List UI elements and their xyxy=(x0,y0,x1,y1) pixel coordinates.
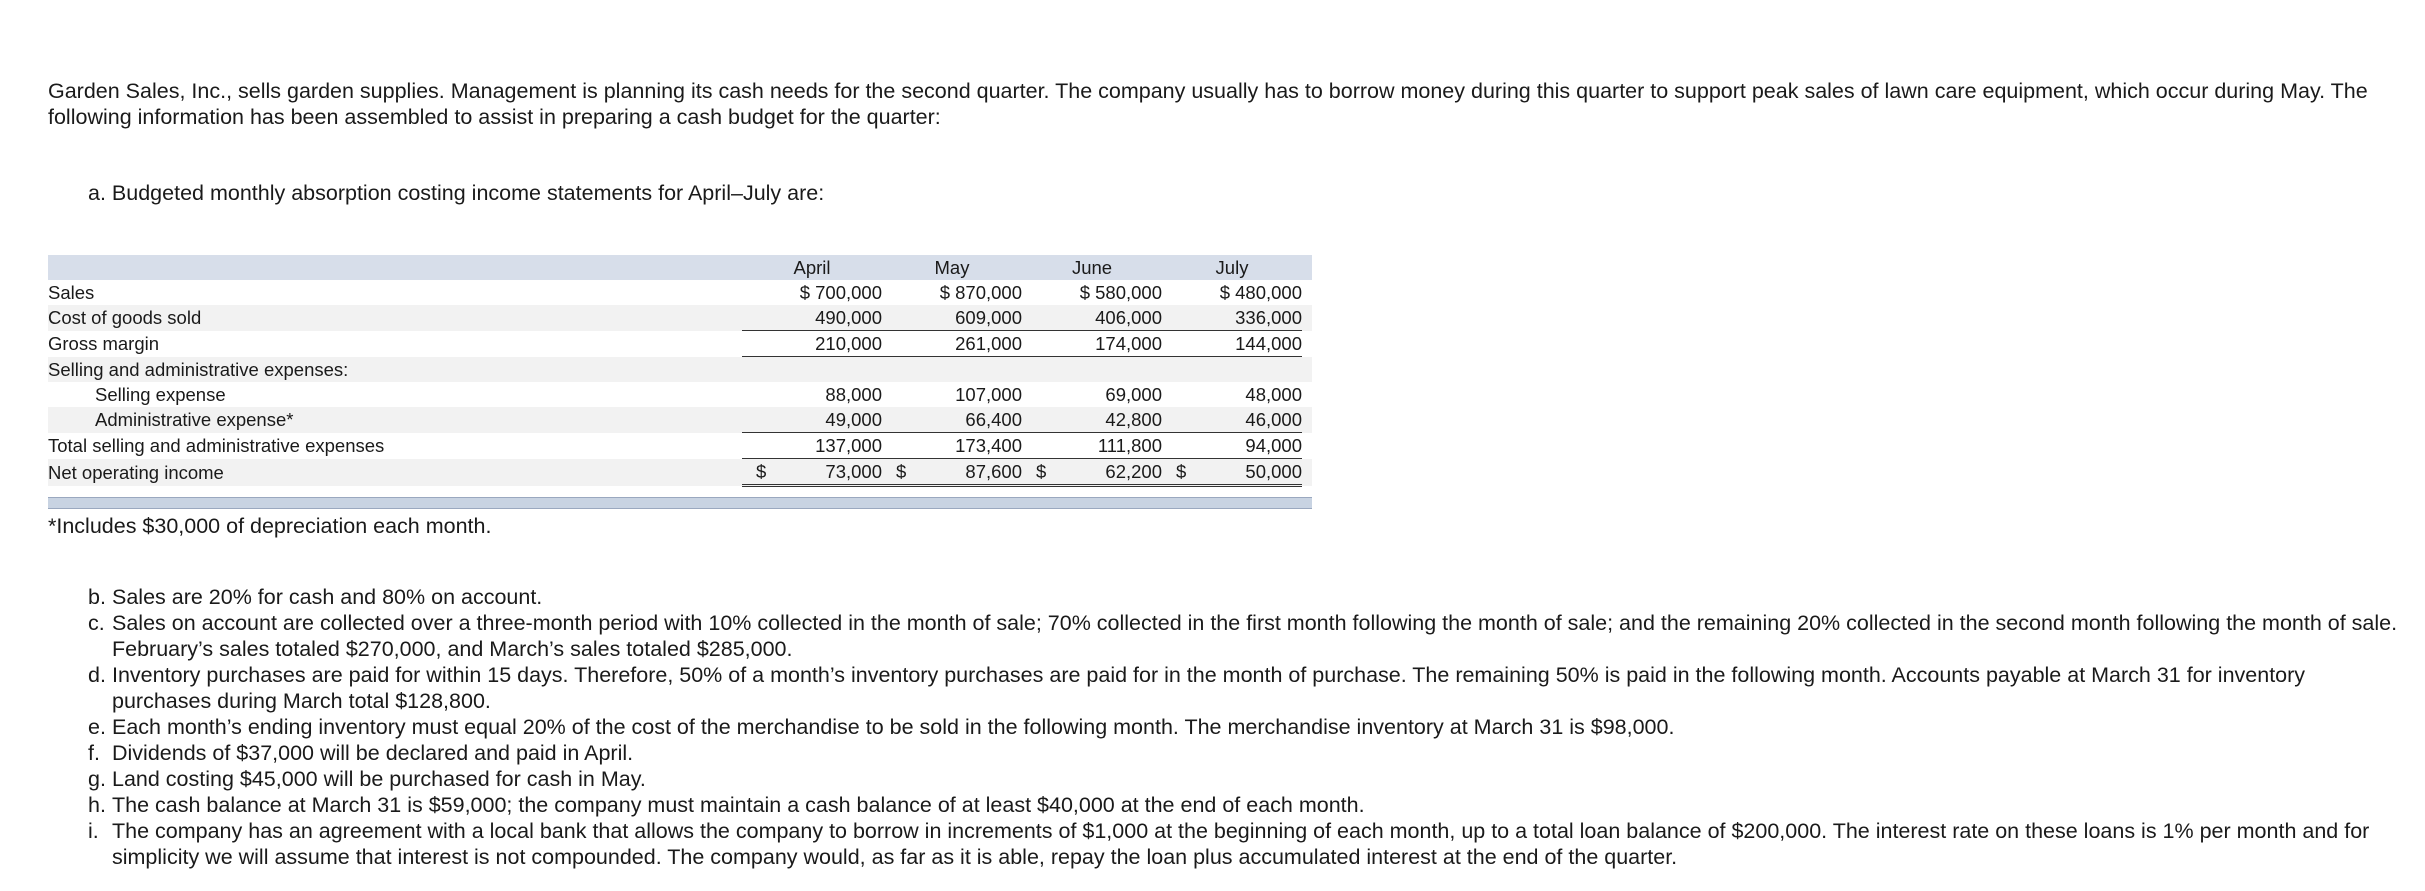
list-item xyxy=(88,766,2408,792)
column-header: May xyxy=(882,255,1022,280)
cell-value: 173,400 xyxy=(882,433,1022,459)
cell-value: $ 580,000 xyxy=(1079,282,1162,303)
cell-value: $ 480,000 xyxy=(1219,282,1302,303)
row-label: Administrative expense* xyxy=(48,407,742,433)
cell-value: 66,400 xyxy=(882,407,1022,433)
cell-value xyxy=(882,459,1022,486)
cell-value: 174,000 xyxy=(1022,331,1162,357)
cell-value xyxy=(1022,459,1162,486)
cell-value: 42,800 xyxy=(1022,407,1162,433)
cell-amount: 50,000 xyxy=(1245,461,1302,482)
table-row xyxy=(48,331,1312,357)
cell-value: 336,000 xyxy=(1162,305,1302,331)
column-header: July xyxy=(1162,255,1302,280)
item-text: The company has an agreement with a local bank that allows the company to borrow in increments of $1,000 at the beginning of each month, up to a total loan balance of $200,000. The interest rate on these loans is 1% per month and for simplicity we will assume that interest is not compounded. The company would, as far as it is able, repay the loan plus accumulated interest at the end of the quarter. xyxy=(112,819,2370,869)
cell-value: 490,000 xyxy=(742,305,882,331)
row-label: Sales xyxy=(48,282,95,303)
list-item xyxy=(88,584,2408,610)
item-text: Land costing $45,000 will be purchased for cash in May. xyxy=(112,767,646,791)
item-marker: f. xyxy=(88,741,100,765)
item-a-marker: a. xyxy=(88,181,106,205)
header-blank xyxy=(1302,255,1312,280)
list-item xyxy=(88,740,2408,766)
cell-value: 609,000 xyxy=(882,305,1022,331)
header-blank xyxy=(48,255,742,280)
item-marker: c. xyxy=(88,611,105,635)
table-row xyxy=(48,382,1312,407)
row-label: Net operating income xyxy=(48,459,742,486)
table-footer-bar xyxy=(48,497,1312,509)
item-a-text: Budgeted monthly absorption costing income statements for April–July are: xyxy=(111,181,825,205)
list-item xyxy=(88,662,2408,714)
column-header: April xyxy=(742,255,882,280)
cell-value: $ 700,000 xyxy=(799,282,882,303)
item-marker: i. xyxy=(88,819,99,843)
item-marker: h. xyxy=(88,793,106,817)
table-row xyxy=(48,305,1312,331)
item-marker: d. xyxy=(88,663,106,687)
cell-value: 137,000 xyxy=(742,433,882,459)
cell-value: 88,000 xyxy=(825,384,882,405)
item-text: Dividends of $37,000 will be declared and paid in April. xyxy=(112,741,634,765)
list-item xyxy=(88,818,2408,870)
item-text: Each month’s ending inventory must equal 20% of the cost of the merchandise to be sold in the following month. The merchandise inventory at March 31 is $98,000. xyxy=(112,715,1675,739)
dollar-sign: $ xyxy=(756,461,767,482)
cell-value: 94,000 xyxy=(1162,433,1302,459)
item-a xyxy=(88,180,824,206)
item-text: The cash balance at March 31 is $59,000; the company must maintain a cash balance of at least $40,000 at the end of each month. xyxy=(112,793,1365,817)
cell-value: 111,800 xyxy=(1022,433,1162,459)
cell-value: 406,000 xyxy=(1022,305,1162,331)
table-header-row xyxy=(48,255,1312,280)
dollar-sign: $ xyxy=(1176,461,1187,482)
item-text: Inventory purchases are paid for within 15 days. Therefore, 50% of a month’s inventory purchases are paid for in the month of purchase. The remaining 50% is paid in the following month. Accounts payable at March 31 for inventory purchases during March total $128,800. xyxy=(112,663,2306,713)
cell-value: 48,000 xyxy=(1245,384,1302,405)
item-marker: e. xyxy=(88,715,106,739)
row-label: Selling and administrative expenses: xyxy=(48,357,742,383)
cell-value: 107,000 xyxy=(955,384,1022,405)
cell-value: 46,000 xyxy=(1162,407,1302,433)
cell-value xyxy=(1162,459,1302,486)
cell-value: 210,000 xyxy=(742,331,882,357)
income-statement-table xyxy=(48,255,1312,509)
cell-amount: 87,600 xyxy=(965,461,1022,482)
cell-value: 261,000 xyxy=(882,331,1022,357)
item-text: Sales on account are collected over a three-month period with 10% collected in the month of sale; 70% collected in the first month following the month of sale; and the remaining 20% collected in the second month following the month of sale. February’s sales totaled $270,000, and March’s sales totaled $285,000. xyxy=(112,611,2398,661)
table-row xyxy=(48,357,1312,383)
cell-value: 49,000 xyxy=(742,407,882,433)
list-item xyxy=(88,792,2408,818)
assumption-list xyxy=(88,584,2408,870)
table-row xyxy=(48,459,1312,486)
list-item xyxy=(88,610,2408,662)
cell-value: $ 870,000 xyxy=(939,282,1022,303)
cell-value: 144,000 xyxy=(1162,331,1302,357)
footnote: *Includes $30,000 of depreciation each month. xyxy=(48,514,492,538)
item-marker: b. xyxy=(88,585,106,609)
item-text: Sales are 20% for cash and 80% on account. xyxy=(112,585,543,609)
cell-amount: 73,000 xyxy=(825,461,882,482)
table-row xyxy=(48,280,1312,305)
cell-value xyxy=(742,459,882,486)
dollar-sign: $ xyxy=(896,461,907,482)
row-label: Total selling and administrative expenses xyxy=(48,435,385,456)
intro-paragraph: Garden Sales, Inc., sells garden supplies. Management is planning its cash needs for the second quarter. The company usually has to borrow money during this quarter to support peak sales of lawn care equipment, which occur during May. The following information has been assembled to assist in preparing a cash budget for the quarter: xyxy=(48,79,2368,129)
list-item xyxy=(88,714,2408,740)
table-row xyxy=(48,407,1312,433)
column-header: June xyxy=(1022,255,1162,280)
table-row xyxy=(48,433,1312,459)
item-marker: g. xyxy=(88,767,106,791)
cell-amount: 62,200 xyxy=(1105,461,1162,482)
row-label: Gross margin xyxy=(48,333,160,354)
row-label: Selling expense xyxy=(95,384,226,405)
cell-value: 69,000 xyxy=(1105,384,1162,405)
dollar-sign: $ xyxy=(1036,461,1047,482)
row-label: Cost of goods sold xyxy=(48,305,742,331)
